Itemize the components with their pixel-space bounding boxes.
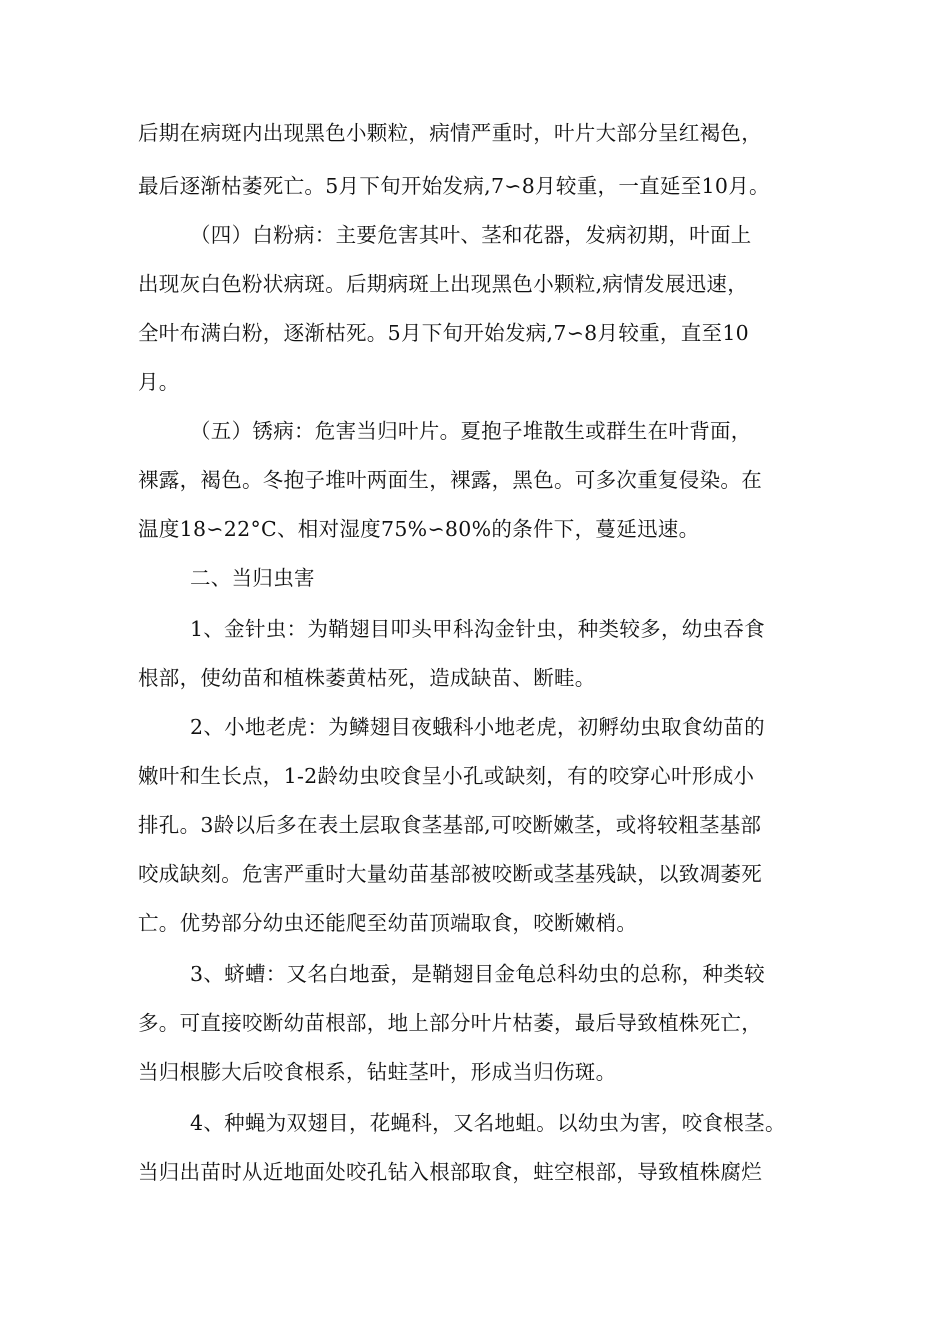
paragraph-first-line: 4、种蝇为双翅目，花蝇科，又名地蛆。以幼虫为害，咬食根茎。 — [190, 1111, 786, 1135]
text-line: 温度18∽22°C、相对湿度75%∽80%的条件下，蔓延迅速。 — [138, 517, 700, 541]
text-line: 裸露，褐色。冬抱子堆叶两面生，裸露，黑色。可多次重复侵染。在 — [138, 468, 762, 492]
paragraph-first-line: 3、蛴螬：又名白地蚕，是鞘翅目金龟总科幼虫的总称，种类较 — [190, 962, 765, 986]
text-line: 当归出苗时从近地面处咬孔钻入根部取食，蛀空根部，导致植株腐烂 — [138, 1160, 762, 1184]
text-line: 排孔。3龄以后多在表土层取食茎基部,可咬断嫩茎，或将较粗茎基部 — [138, 813, 762, 837]
text-line: 全叶布满白粉，逐渐枯死。5月下旬开始发病,7∽8月较重，直至10 — [138, 321, 750, 345]
section-heading: 二、当归虫害 — [190, 566, 315, 590]
paragraph-first-line: （四）白粉病：主要危害其叶、茎和花器，发病初期，叶面上 — [190, 223, 752, 247]
text-line: 根部，使幼苗和植株萎黄枯死，造成缺苗、断畦。 — [138, 666, 596, 690]
text-line: 亡。优势部分幼虫还能爬至幼苗顶端取食，咬断嫩梢。 — [138, 911, 638, 935]
text-line: 出现灰白色粉状病斑。后期病斑上出现黑色小颗粒,病情发展迅速， — [138, 272, 749, 296]
text-line: 后期在病斑内出现黑色小颗粒，病情严重时，叶片大部分呈红褐色， — [138, 121, 762, 145]
text-line: 最后逐渐枯萎死亡。5月下旬开始发病,7∽8月较重，一直延至10月。 — [138, 174, 770, 198]
text-line: 月。 — [138, 370, 180, 394]
text-line: 当归根膨大后咬食根系，钻蛀茎叶，形成当归伤斑。 — [138, 1060, 617, 1084]
paragraph-first-line: 2、小地老虎：为鳞翅目夜蛾科小地老虎，初孵幼虫取食幼苗的 — [190, 715, 765, 739]
text-line: 嫩叶和生长点，1-2龄幼虫咬食呈小孔或缺刻，有的咬穿心叶形成小 — [138, 764, 755, 788]
text-line: 咬成缺刻。危害严重时大量幼苗基部被咬断或茎基残缺，以致凋萎死 — [138, 862, 762, 886]
paragraph-first-line: （五）锈病：危害当归叶片。夏抱子堆散生或群生在叶背面， — [190, 419, 752, 443]
paragraph-first-line: 1、金针虫：为鞘翅目叩头甲科沟金针虫，种类较多，幼虫吞食 — [190, 617, 765, 641]
text-line: 多。可直接咬断幼苗根部，地上部分叶片枯萎，最后导致植株死亡， — [138, 1011, 762, 1035]
